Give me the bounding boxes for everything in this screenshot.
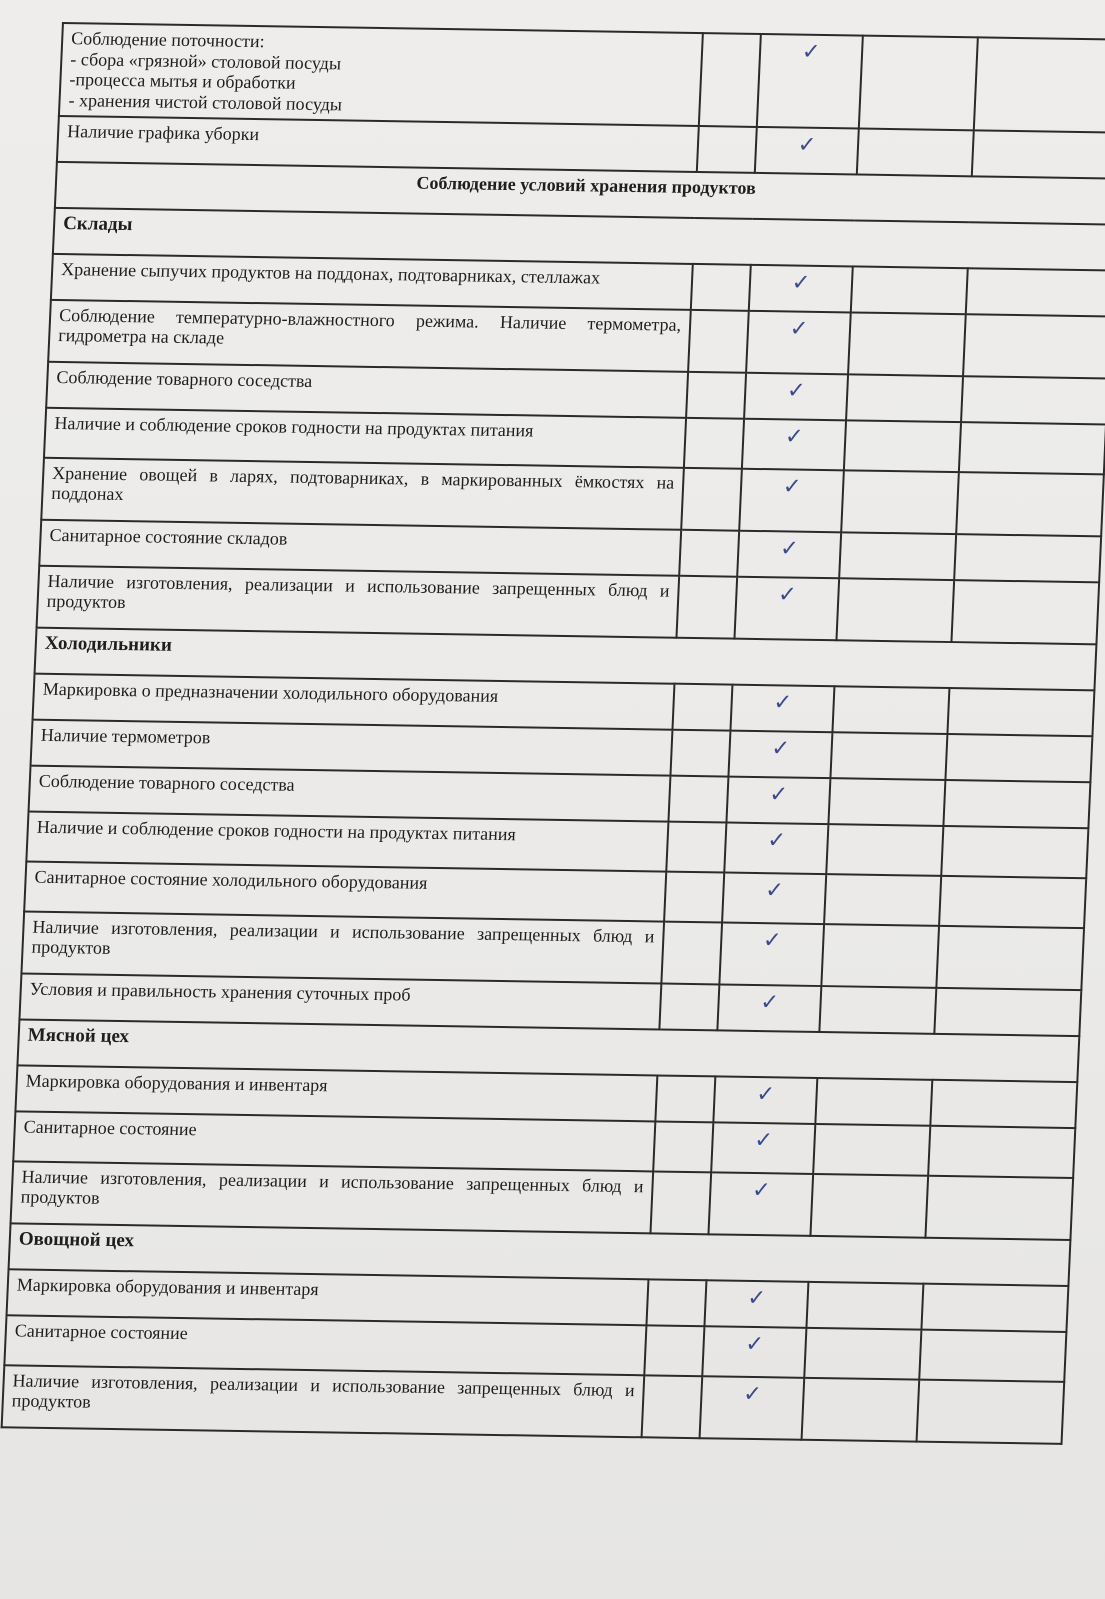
- check-mark: ✓: [713, 1076, 817, 1124]
- check-mark: ✓: [726, 776, 830, 824]
- row-text: Санитарное состояние: [4, 1315, 646, 1375]
- cell-empty: [954, 534, 1101, 582]
- check-mark: ✓: [728, 730, 832, 778]
- check-mark: ✓: [746, 311, 851, 375]
- row-text: Соблюдение поточности: - сбора «грязной» столовой посуды -процесса мытья и обработки - хранения чистой столовой посуды: [59, 23, 703, 126]
- cell-empty: [821, 924, 939, 988]
- cell-empty: [961, 376, 1105, 424]
- row-text: Наличие графика уборки: [57, 116, 699, 172]
- cell-empty: [956, 472, 1104, 536]
- check-mark: ✓: [749, 265, 853, 313]
- cell-empty: [691, 264, 751, 311]
- cell-empty: [939, 876, 1086, 928]
- cell-empty: [851, 266, 968, 314]
- subheading-ovoshnoy-tseh: Овощной цех: [9, 1223, 1071, 1286]
- subheading-sklady: Склады: [53, 208, 1105, 271]
- cell-empty: [666, 821, 726, 872]
- row-text: Наличие термометров: [31, 719, 673, 775]
- cell-empty: [846, 374, 963, 422]
- cell-empty: [963, 314, 1105, 378]
- check-mark: ✓: [730, 684, 834, 732]
- check-mark: ✓: [742, 419, 846, 471]
- row-text: Хранение сыпучих продуктов на поддонах, подтоварниках, стеллажах: [51, 254, 693, 310]
- check-mark: ✓: [757, 34, 863, 128]
- cell-empty: [668, 775, 728, 822]
- cell-empty: [655, 1075, 715, 1122]
- cell-empty: [921, 1283, 1068, 1331]
- cell-empty: [934, 988, 1081, 1036]
- cell-empty: [832, 686, 949, 734]
- cell-empty: [828, 778, 945, 826]
- row-text: Наличие и соблюдение сроков годности на продуктах питания: [26, 811, 668, 871]
- cell-empty: [659, 983, 719, 1030]
- row-text: Маркировка оборудования и инвентаря: [7, 1269, 649, 1325]
- cell-empty: [802, 1378, 920, 1442]
- cell-empty: [966, 268, 1105, 316]
- cell-empty: [661, 921, 722, 984]
- cell-empty: [839, 532, 956, 580]
- cell-empty: [653, 1121, 713, 1172]
- row-text: Наличие изготовления, реализации и использование запрещенных блюд и продуктов: [2, 1365, 645, 1437]
- section-title: Соблюдение условий хранения продуктов: [55, 162, 1105, 225]
- cell-empty: [813, 1124, 930, 1176]
- cell-empty: [959, 422, 1105, 474]
- check-mark: ✓: [717, 984, 821, 1032]
- cell-empty: [945, 734, 1092, 782]
- check-mark: ✓: [711, 1122, 815, 1174]
- cell-empty: [836, 578, 954, 642]
- row-text: Санитарное состояние: [13, 1111, 655, 1171]
- cell-empty: [943, 780, 1090, 828]
- cell-empty: [646, 1279, 706, 1326]
- check-mark: ✓: [722, 872, 826, 924]
- check-mark: ✓: [702, 1326, 806, 1378]
- row-text: Маркировка оборудования и инвентаря: [15, 1065, 657, 1121]
- cell-empty: [917, 1379, 1065, 1443]
- cell-empty: [670, 729, 730, 776]
- cell-empty: [688, 310, 749, 373]
- cell-empty: [699, 33, 761, 127]
- row-text: Наличие и соблюдение сроков годности на продуктах питания: [44, 408, 686, 468]
- cell-empty: [804, 1328, 921, 1380]
- cell-empty: [972, 130, 1105, 178]
- cell-empty: [859, 36, 978, 131]
- row-text: Маркировка о предназначении холодильного оборудования: [33, 673, 675, 729]
- subheading-holodilniki: Холодильники: [35, 627, 1097, 690]
- checklist-sheet: [1, 22, 1105, 1445]
- cell-empty: [974, 37, 1105, 132]
- subheading-myasnoy-tseh: Мясной цех: [17, 1019, 1079, 1082]
- cell-empty: [681, 468, 742, 531]
- check-mark: ✓: [739, 468, 844, 532]
- row-text: Санитарное состояние складов: [39, 519, 681, 575]
- cell-empty: [697, 126, 757, 173]
- row-text: Наличие изготовления, реализации и использование запрещенных блюд и продуктов: [11, 1161, 654, 1233]
- cell-empty: [806, 1282, 923, 1330]
- cell-empty: [925, 1175, 1073, 1239]
- table-row: [59, 23, 1105, 132]
- cell-empty: [947, 688, 1094, 736]
- check-mark: ✓: [734, 576, 839, 640]
- cell-empty: [676, 576, 737, 639]
- cell-empty: [672, 683, 732, 730]
- row-text: Соблюдение температурно-влажностного режима. Наличие термометра, гидрометра на складе: [48, 300, 691, 372]
- check-mark: ✓: [708, 1172, 813, 1236]
- cell-empty: [819, 986, 936, 1034]
- cell-empty: [857, 128, 974, 176]
- cell-empty: [686, 372, 746, 419]
- cell-empty: [815, 1078, 932, 1126]
- check-mark: ✓: [704, 1280, 808, 1328]
- check-mark: ✓: [719, 922, 824, 986]
- cell-empty: [841, 470, 959, 534]
- row-text: Наличие изготовления, реализации и использование запрещенных блюд и продуктов: [37, 565, 680, 637]
- cell-empty: [951, 580, 1099, 644]
- check-mark: ✓: [755, 127, 859, 175]
- cell-empty: [644, 1325, 704, 1376]
- cell-empty: [848, 312, 966, 376]
- row-text: Хранение овощей в ларях, подтоварниках, в маркированных ёмкостях на поддонах: [41, 458, 684, 530]
- cell-empty: [824, 874, 941, 926]
- row-text: Наличие изготовления, реализации и использование запрещенных блюд и продуктов: [21, 911, 664, 983]
- cell-empty: [830, 732, 947, 780]
- cell-empty: [928, 1126, 1075, 1178]
- cell-empty: [810, 1174, 928, 1238]
- cell-empty: [684, 418, 744, 469]
- row-text: Санитарное состояние холодильного оборудования: [24, 861, 666, 921]
- cell-empty: [679, 530, 739, 577]
- check-mark: ✓: [724, 822, 828, 874]
- cell-empty: [826, 824, 943, 876]
- check-mark: ✓: [737, 530, 841, 578]
- check-mark: ✓: [700, 1376, 805, 1440]
- row-text: Условия и правильность хранения суточных проб: [19, 973, 661, 1029]
- check-mark: ✓: [744, 373, 848, 421]
- cell-empty: [664, 871, 724, 922]
- cell-empty: [642, 1375, 703, 1438]
- cell-empty: [930, 1080, 1077, 1128]
- cell-empty: [919, 1329, 1066, 1381]
- cell-empty: [844, 420, 961, 472]
- row-text: Соблюдение товарного соседства: [46, 362, 688, 418]
- cell-empty: [650, 1171, 711, 1234]
- row-text: Соблюдение товарного соседства: [29, 765, 671, 821]
- cell-empty: [941, 826, 1088, 878]
- checklist-table: [1, 22, 1105, 1445]
- cell-empty: [936, 926, 1084, 990]
